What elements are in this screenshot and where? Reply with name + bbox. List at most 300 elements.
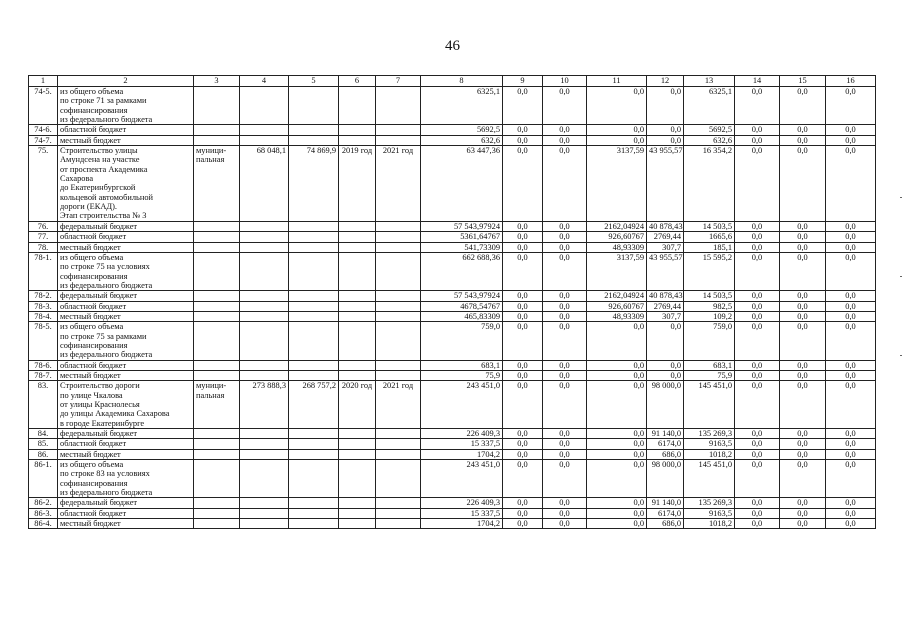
cell-value: 0,0 [826, 311, 876, 321]
start-year [339, 291, 376, 301]
ownership-type [194, 252, 240, 290]
end-year [376, 508, 421, 518]
cell-value: 0,0 [587, 508, 647, 518]
column-header: 14 [735, 76, 780, 87]
cell-value: 0,0 [735, 221, 780, 231]
column-header: 4 [240, 76, 289, 87]
end-year [376, 370, 421, 380]
cell-value: 0,0 [543, 252, 587, 290]
row-number: 74-7. [29, 135, 58, 145]
row-description: федеральный бюджет [58, 498, 194, 508]
ownership-type [194, 498, 240, 508]
cell-value [240, 519, 289, 529]
cell-value: 0,0 [543, 221, 587, 231]
cell-value: 0,0 [735, 291, 780, 301]
cell-value: 0,0 [503, 125, 543, 135]
cell-value: 6325,1 [684, 87, 735, 125]
cell-value: 0,0 [543, 460, 587, 498]
cell-value: 0,0 [735, 125, 780, 135]
start-year [339, 322, 376, 360]
row-number: 84. [29, 429, 58, 439]
cell-value [240, 508, 289, 518]
cell-value: 1665,6 [684, 232, 735, 242]
cell-value: 15 595,2 [684, 252, 735, 290]
cell-value: 541,73309 [421, 242, 503, 252]
cell-value: 0,0 [735, 322, 780, 360]
cell-value: 0,0 [780, 135, 826, 145]
cell-value: 5692,5 [421, 125, 503, 135]
start-year [339, 87, 376, 125]
table-row [29, 449, 876, 459]
cell-value: 0,0 [780, 460, 826, 498]
cell-value: 4678,54767 [421, 301, 503, 311]
cell-value: 683,1 [421, 360, 503, 370]
cell-value: 0,0 [735, 360, 780, 370]
cell-value: 632,6 [684, 135, 735, 145]
end-year [376, 322, 421, 360]
cell-value [289, 498, 339, 508]
ownership-type [194, 232, 240, 242]
cell-value: 0,0 [543, 125, 587, 135]
ownership-type [194, 508, 240, 518]
cell-value: 0,0 [587, 498, 647, 508]
row-number: 78-2. [29, 291, 58, 301]
end-year [376, 301, 421, 311]
cell-value: 0,0 [503, 221, 543, 231]
cell-value: 0,0 [503, 311, 543, 321]
cell-value: 40 878,43 [647, 291, 684, 301]
cell-value: 0,0 [780, 301, 826, 311]
cell-value: 0,0 [780, 221, 826, 231]
cell-value: 0,0 [735, 429, 780, 439]
cell-value: 0,0 [503, 87, 543, 125]
start-year [339, 449, 376, 459]
ownership-type [194, 301, 240, 311]
table-body [29, 76, 876, 529]
cell-value [289, 125, 339, 135]
row-description: из общего объема по строке 83 на условиях софинансирования из федерального бюджета [58, 460, 194, 498]
end-year: 2021 год [376, 146, 421, 222]
row-description: областной бюджет [58, 439, 194, 449]
header-row [29, 76, 876, 87]
table-row [29, 242, 876, 252]
cell-value [240, 370, 289, 380]
cell-value: 0,0 [780, 87, 826, 125]
row-description: местный бюджет [58, 242, 194, 252]
cell-value: 135 269,3 [684, 429, 735, 439]
cell-value: 57 543,97924 [421, 291, 503, 301]
cell-value: 14 503,5 [684, 221, 735, 231]
cell-value: 0,0 [543, 449, 587, 459]
cell-value: 15 337,5 [421, 508, 503, 518]
end-year [376, 291, 421, 301]
column-header: 1 [29, 76, 58, 87]
cell-value: 0,0 [587, 370, 647, 380]
cell-value: 9163,5 [684, 439, 735, 449]
cell-value [289, 311, 339, 321]
table-row [29, 135, 876, 145]
end-year: 2021 год [376, 381, 421, 429]
cell-value: 0,0 [503, 370, 543, 380]
cell-value: 686,0 [647, 449, 684, 459]
cell-value [289, 370, 339, 380]
cell-value: 0,0 [826, 449, 876, 459]
cell-value: 0,0 [826, 322, 876, 360]
cell-value: 63 447,36 [421, 146, 503, 222]
cell-value [240, 291, 289, 301]
cell-value: 0,0 [503, 135, 543, 145]
cell-value: 185,1 [684, 242, 735, 252]
cell-value: 2769,44 [647, 232, 684, 242]
cell-value: 145 451,0 [684, 460, 735, 498]
cell-value: 0,0 [587, 439, 647, 449]
cell-value: 98 000,0 [647, 460, 684, 498]
table-row [29, 360, 876, 370]
row-number: 78-4. [29, 311, 58, 321]
cell-value: 0,0 [780, 429, 826, 439]
cell-value: 0,0 [587, 135, 647, 145]
column-header: 8 [421, 76, 503, 87]
cell-value [289, 439, 339, 449]
cell-value: 0,0 [735, 301, 780, 311]
ownership-type [194, 429, 240, 439]
row-number: 86-1. [29, 460, 58, 498]
ownership-type [194, 360, 240, 370]
cell-value [289, 232, 339, 242]
cell-value: 0,0 [543, 370, 587, 380]
cell-value: 0,0 [826, 439, 876, 449]
row-number: 83. [29, 381, 58, 429]
cell-value [289, 508, 339, 518]
cell-value: 1704,2 [421, 519, 503, 529]
ownership-type [194, 125, 240, 135]
column-header: 16 [826, 76, 876, 87]
cell-value: 0,0 [543, 311, 587, 321]
cell-value: 0,0 [780, 519, 826, 529]
row-description: местный бюджет [58, 311, 194, 321]
cell-value: 0,0 [543, 381, 587, 429]
cell-value: 0,0 [826, 370, 876, 380]
cell-value: 0,0 [587, 125, 647, 135]
start-year [339, 125, 376, 135]
ownership-type [194, 221, 240, 231]
start-year [339, 242, 376, 252]
cell-value: 2162,04924 [587, 221, 647, 231]
column-header: 10 [543, 76, 587, 87]
row-description: из общего объема по строке 71 за рамками софинансирования из федерального бюджета [58, 87, 194, 125]
cell-value: 0,0 [780, 232, 826, 242]
cell-value: 0,0 [503, 381, 543, 429]
cell-value: 0,0 [503, 242, 543, 252]
cell-value: 0,0 [735, 498, 780, 508]
row-description: местный бюджет [58, 135, 194, 145]
cell-value: 1018,2 [684, 449, 735, 459]
cell-value: 0,0 [503, 439, 543, 449]
end-year [376, 221, 421, 231]
ownership-type [194, 519, 240, 529]
cell-value: 0,0 [543, 242, 587, 252]
column-header: 3 [194, 76, 240, 87]
cell-value: 0,0 [780, 125, 826, 135]
row-number: 78-6. [29, 360, 58, 370]
ownership-type: муници- пальная [194, 146, 240, 222]
start-year [339, 221, 376, 231]
row-description: федеральный бюджет [58, 221, 194, 231]
column-header: 7 [376, 76, 421, 87]
row-number: 86. [29, 449, 58, 459]
cell-value: 0,0 [503, 449, 543, 459]
ownership-type [194, 439, 240, 449]
cell-value: 5361,64767 [421, 232, 503, 242]
cell-value: 0,0 [587, 449, 647, 459]
table-row [29, 221, 876, 231]
row-number: 74-6. [29, 125, 58, 135]
table-row [29, 322, 876, 360]
ownership-type [194, 242, 240, 252]
cell-value: 0,0 [735, 381, 780, 429]
row-number: 78-3. [29, 301, 58, 311]
cell-value: 0,0 [826, 135, 876, 145]
cell-value: 0,0 [826, 519, 876, 529]
table-row [29, 381, 876, 429]
cell-value [289, 322, 339, 360]
row-description: местный бюджет [58, 519, 194, 529]
table-row [29, 498, 876, 508]
cell-value: 0,0 [543, 429, 587, 439]
cell-value: 6174,0 [647, 508, 684, 518]
cell-value: 926,60767 [587, 232, 647, 242]
cell-value: 0,0 [543, 322, 587, 360]
cell-value: 759,0 [684, 322, 735, 360]
ownership-type: муници- пальная [194, 381, 240, 429]
cell-value: 0,0 [543, 291, 587, 301]
cell-value: 0,0 [587, 87, 647, 125]
cell-value: 0,0 [587, 322, 647, 360]
cell-value: 0,0 [735, 232, 780, 242]
cell-value [289, 449, 339, 459]
start-year [339, 460, 376, 498]
table-row [29, 87, 876, 125]
cell-value: 0,0 [826, 381, 876, 429]
cell-value: 0,0 [780, 146, 826, 222]
start-year [339, 370, 376, 380]
row-number: 78-7. [29, 370, 58, 380]
cell-value: 0,0 [826, 429, 876, 439]
cell-value: 0,0 [543, 87, 587, 125]
table-row [29, 508, 876, 518]
margin-mark [900, 276, 902, 277]
table-row [29, 301, 876, 311]
row-number: 86-4. [29, 519, 58, 529]
cell-value [240, 460, 289, 498]
column-header: 11 [587, 76, 647, 87]
end-year [376, 311, 421, 321]
cell-value [240, 232, 289, 242]
cell-value: 686,0 [647, 519, 684, 529]
cell-value: 0,0 [826, 125, 876, 135]
row-description: Строительство дороги по улице Чкалова от улицы Краснолесья до улицы Академика Сахарова в городе Екатеринбурге [58, 381, 194, 429]
cell-value [240, 87, 289, 125]
cell-value: 1704,2 [421, 449, 503, 459]
cell-value: 226 409,3 [421, 429, 503, 439]
table-row [29, 125, 876, 135]
end-year [376, 87, 421, 125]
cell-value: 307,7 [647, 311, 684, 321]
cell-value: 465,83309 [421, 311, 503, 321]
cell-value: 15 337,5 [421, 439, 503, 449]
cell-value: 926,60767 [587, 301, 647, 311]
cell-value: 0,0 [543, 519, 587, 529]
cell-value: 0,0 [826, 232, 876, 242]
column-header: 6 [339, 76, 376, 87]
cell-value: 6174,0 [647, 439, 684, 449]
cell-value [240, 301, 289, 311]
cell-value: 0,0 [543, 146, 587, 222]
cell-value: 0,0 [543, 498, 587, 508]
cell-value [289, 87, 339, 125]
cell-value: 0,0 [543, 232, 587, 242]
cell-value: 0,0 [780, 449, 826, 459]
start-year [339, 439, 376, 449]
cell-value [289, 460, 339, 498]
cell-value: 40 878,43 [647, 221, 684, 231]
cell-value [240, 429, 289, 439]
cell-value: 0,0 [647, 87, 684, 125]
start-year [339, 508, 376, 518]
cell-value: 0,0 [826, 242, 876, 252]
cell-value: 0,0 [826, 360, 876, 370]
table-row [29, 232, 876, 242]
cell-value: 0,0 [780, 381, 826, 429]
table-row [29, 311, 876, 321]
cell-value: 0,0 [735, 135, 780, 145]
end-year [376, 232, 421, 242]
cell-value: 632,6 [421, 135, 503, 145]
cell-value: 0,0 [780, 498, 826, 508]
cell-value: 662 688,36 [421, 252, 503, 290]
cell-value: 0,0 [780, 242, 826, 252]
cell-value: 0,0 [647, 135, 684, 145]
start-year [339, 135, 376, 145]
cell-value: 3137,59 [587, 252, 647, 290]
cell-value: 0,0 [780, 291, 826, 301]
cell-value: 0,0 [543, 301, 587, 311]
cell-value: 98 000,0 [647, 381, 684, 429]
cell-value: 0,0 [780, 508, 826, 518]
cell-value: 0,0 [780, 252, 826, 290]
cell-value: 0,0 [587, 519, 647, 529]
cell-value: 0,0 [735, 242, 780, 252]
page-number: 46 [445, 38, 460, 54]
row-description: Строительство улицы Амундсена на участке от проспекта Академика Сахарова до Екатеринбургской кольцевой автомобильной дороги (ЕКАД). Этап строительства № 3 [58, 146, 194, 222]
cell-value: 0,0 [826, 87, 876, 125]
cell-value: 0,0 [503, 322, 543, 360]
cell-value: 0,0 [587, 381, 647, 429]
table-row [29, 429, 876, 439]
cell-value: 0,0 [735, 146, 780, 222]
cell-value [289, 221, 339, 231]
cell-value [289, 429, 339, 439]
cell-value: 75,9 [684, 370, 735, 380]
cell-value: 0,0 [647, 322, 684, 360]
cell-value: 0,0 [735, 449, 780, 459]
cell-value: 57 543,97924 [421, 221, 503, 231]
cell-value: 0,0 [543, 439, 587, 449]
table-row [29, 291, 876, 301]
cell-value [289, 301, 339, 311]
margin-mark [900, 355, 902, 356]
start-year [339, 232, 376, 242]
start-year [339, 429, 376, 439]
cell-value: 0,0 [735, 460, 780, 498]
row-number: 78-1. [29, 252, 58, 290]
cell-value: 0,0 [826, 221, 876, 231]
row-description: областной бюджет [58, 125, 194, 135]
cell-value: 0,0 [780, 322, 826, 360]
table-row [29, 439, 876, 449]
column-header: 5 [289, 76, 339, 87]
cell-value [289, 242, 339, 252]
table-row [29, 146, 876, 222]
cell-value: 273 888,3 [240, 381, 289, 429]
cell-value: 0,0 [543, 360, 587, 370]
cell-value [289, 519, 339, 529]
budget-table [28, 75, 876, 529]
cell-value: 43 955,57 [647, 252, 684, 290]
cell-value: 6325,1 [421, 87, 503, 125]
cell-value: 91 140,0 [647, 498, 684, 508]
cell-value: 683,1 [684, 360, 735, 370]
cell-value: 135 269,3 [684, 498, 735, 508]
table-row [29, 370, 876, 380]
row-number: 76. [29, 221, 58, 231]
cell-value: 0,0 [647, 125, 684, 135]
row-number: 86-2. [29, 498, 58, 508]
column-header: 13 [684, 76, 735, 87]
cell-value: 75,9 [421, 370, 503, 380]
cell-value: 0,0 [647, 360, 684, 370]
end-year [376, 429, 421, 439]
cell-value [240, 449, 289, 459]
cell-value: 0,0 [587, 360, 647, 370]
cell-value: 109,2 [684, 311, 735, 321]
cell-value: 43 955,57 [647, 146, 684, 222]
cell-value: 0,0 [735, 87, 780, 125]
cell-value: 243 451,0 [421, 460, 503, 498]
cell-value: 0,0 [503, 460, 543, 498]
cell-value: 0,0 [780, 311, 826, 321]
start-year [339, 498, 376, 508]
row-number: 86-3. [29, 508, 58, 518]
end-year [376, 449, 421, 459]
cell-value: 2162,04924 [587, 291, 647, 301]
cell-value: 14 503,5 [684, 291, 735, 301]
cell-value: 0,0 [503, 301, 543, 311]
cell-value: 0,0 [826, 146, 876, 222]
end-year [376, 135, 421, 145]
row-number: 77. [29, 232, 58, 242]
row-description: из общего объема по строке 75 на условиях софинансирования из федерального бюджета [58, 252, 194, 290]
cell-value: 0,0 [735, 252, 780, 290]
cell-value [289, 135, 339, 145]
cell-value: 74 869,9 [289, 146, 339, 222]
cell-value [240, 498, 289, 508]
cell-value [240, 125, 289, 135]
cell-value: 2769,44 [647, 301, 684, 311]
cell-value: 0,0 [826, 301, 876, 311]
margin-mark [900, 197, 902, 198]
cell-value: 0,0 [735, 370, 780, 380]
